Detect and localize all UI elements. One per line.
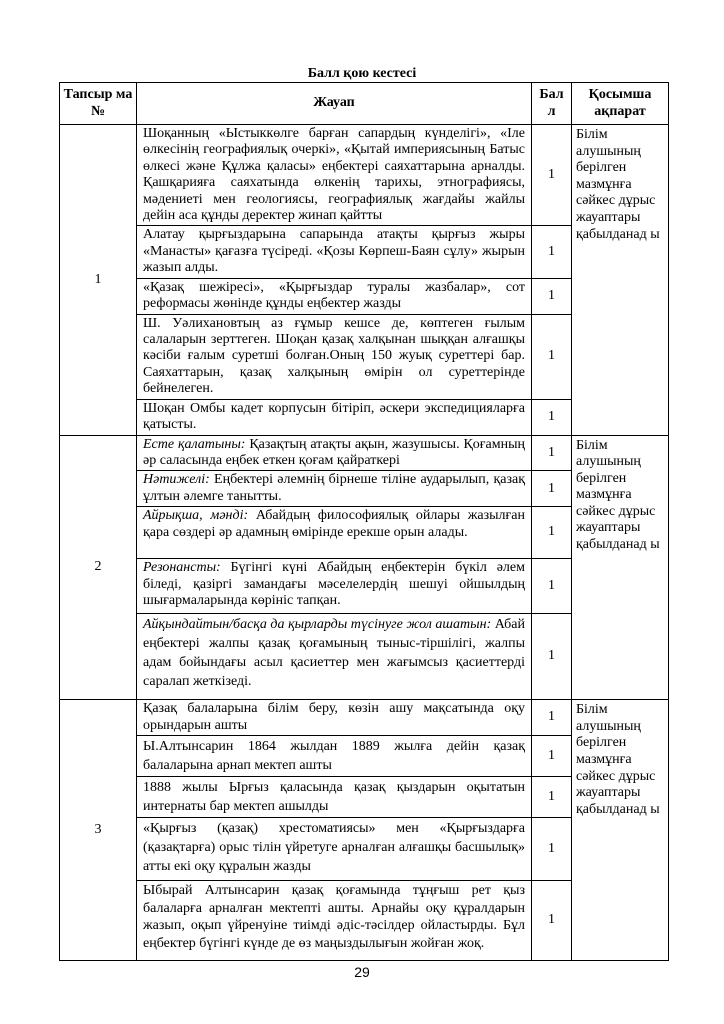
criterion-label: Есте қалатыны: bbox=[143, 436, 246, 452]
answer-cell: Шоқан Омбы кадет корпусын бітіріп, әскери экспедицияларға қатысты. bbox=[137, 399, 532, 435]
answer-cell: Шоқанның «Ыстыккөлге барған сапардың күнделігі», «Іле өлкесінің географиялық очеркі», «Қытай империясының Батыс өлкесі және Құлжа қаласы» еңбектері саяхаттарына арналды. Қашқарияға саяхатында өлкенің тарихы, этнографиясы, мәдениеті мен геологиясы, географиялық жағдайы жайлы дейін аса құнды деректер жинап қайтты bbox=[137, 125, 532, 226]
score-cell: 1 bbox=[532, 226, 572, 278]
score-cell: 1 bbox=[532, 399, 572, 435]
answer-cell: Ы.Алтынсарин 1864 жылдан 1889 жылға дейін қазақ балаларына арнап мектеп ашты bbox=[137, 736, 532, 777]
header-score: Бал л bbox=[532, 83, 572, 125]
answer-cell: 1888 жылы Ырғыз қаласында қазақ қыздарын оқытатын интернаты бар мектеп ашылды bbox=[137, 777, 532, 818]
score-table bbox=[59, 82, 669, 961]
answer-cell: Нәтижелі: Еңбектері әлемнің бірнеше тіліне аударылып, қазақ ұлтын әлемге танытты. bbox=[137, 471, 532, 507]
table-header-row bbox=[60, 83, 669, 125]
answer-cell: Резонансты: Бүгінгі күні Абайдың еңбектерін бүкіл әлем біледі, қазіргі замандағы мәселелердің шешуі ойшылдың шығармаларында көрініс тапқан. bbox=[137, 559, 532, 614]
answer-cell: Айрықша, мәнді: Абайдың философиялық ойлары жазылған қара сөздері әр адамның өмірінде ерекше орын алады. bbox=[137, 507, 532, 559]
answer-cell: Ш. Уәлихановтың аз ғұмыр кешсе де, көптеген ғылым салаларын зерттеген. Шоқан қазақ халқынан шыққан алғашқы кәсіби ғалым суретші болған.Оның 150 жуық суреттері бар. Саяхаттарын, қазақ халқының өмірін ол суреттерінде бейнелеген. bbox=[137, 314, 532, 399]
header-task-number: Тапсыр ма № bbox=[60, 83, 137, 125]
score-cell: 1 bbox=[532, 314, 572, 399]
task-number: 2 bbox=[60, 435, 137, 700]
answer-cell: Қазақ балаларына білім беру, көзін ашу мақсатында оқу орындарын ашты bbox=[137, 700, 532, 736]
table-row bbox=[60, 435, 669, 471]
extra-info-cell: Білім алушының берілген мазмұнға сәйкес дұрыс жауаптары қабылданад ы bbox=[572, 435, 669, 700]
page-number: 29 bbox=[354, 964, 370, 980]
score-cell: 1 bbox=[532, 471, 572, 507]
page-title: Балл қою кестесі bbox=[307, 66, 417, 81]
score-cell: 1 bbox=[532, 278, 572, 314]
answer-cell: Ыбырай Алтынсарин қазақ қоғамында тұңғыш рет қыз балаларға арналған мектепті ашты. Арнайы оқу құралдарын жазып, оқып үйренуіне тиімді әдіс-тәсілдер ойластырды. Бұл еңбектер бүгінгі күнде де өз маңыздылығын жойған жоқ. bbox=[137, 881, 532, 961]
table-row bbox=[60, 700, 669, 736]
score-cell: 1 bbox=[532, 881, 572, 961]
answer-cell: Айқындайтын/басқа да қырларды түсінуге жол ашатын: Абай еңбектері жалпы қазақ қоғамының тыныс-тіршілігі, жалпы адам бойындағы асыл қасиеттер мен жағымсыз қасиеттерді саралап жеткізеді. bbox=[137, 614, 532, 700]
answer-cell: Алатау қырғыздарына сапарында атақты қырғыз жыры «Манасты» қағазға түсіреді. «Қозы Көрпеш-Баян сұлу» жырын жазып алды. bbox=[137, 226, 532, 278]
score-cell: 1 bbox=[532, 736, 572, 777]
extra-info-cell: Білім алушының берілген мазмұнға сәйкес дұрыс жауаптары қабылданад ы bbox=[572, 125, 669, 436]
score-cell: 1 bbox=[532, 777, 572, 818]
criterion-label: Айрықша, мәнді: bbox=[143, 508, 249, 524]
task-number: 3 bbox=[60, 700, 137, 961]
header-extra-info: Қосымша ақпарат bbox=[572, 83, 669, 125]
criterion-label: Нәтижелі: bbox=[143, 472, 210, 488]
answer-cell: «Қазақ шежіресі», «Қырғыздар туралы жазбалар», сот реформасы жөнінде құнды еңбектер жазды bbox=[137, 278, 532, 314]
header-answer: Жауап bbox=[137, 83, 532, 125]
criterion-label: Резонансты: bbox=[143, 560, 221, 576]
table-row bbox=[60, 125, 669, 226]
criterion-label: Айқындайтын/басқа да қырларды түсінуге жол ашатын: bbox=[143, 617, 492, 633]
score-cell: 1 bbox=[532, 559, 572, 614]
task-number: 1 bbox=[60, 125, 137, 436]
answer-cell: «Қырғыз (қазақ) хрестоматиясы» мен «Қырғыздарға (қазақтарға) орыс тілін үйретуге арналған алғашқы басшылық» атты екі оқу құралын жазды bbox=[137, 818, 532, 881]
score-cell: 1 bbox=[532, 700, 572, 736]
extra-info-cell: Білім алушының берілген мазмұнға сәйкес дұрыс жауаптары қабылданад ы bbox=[572, 700, 669, 961]
score-cell: 1 bbox=[532, 507, 572, 559]
score-cell: 1 bbox=[532, 614, 572, 700]
score-cell: 1 bbox=[532, 125, 572, 226]
score-cell: 1 bbox=[532, 818, 572, 881]
score-cell: 1 bbox=[532, 435, 572, 471]
answer-cell: Есте қалатыны: Қазақтың атақты ақын, жазушысы. Қоғамның әр саласында еңбек еткен қоғам қайраткері bbox=[137, 435, 532, 471]
